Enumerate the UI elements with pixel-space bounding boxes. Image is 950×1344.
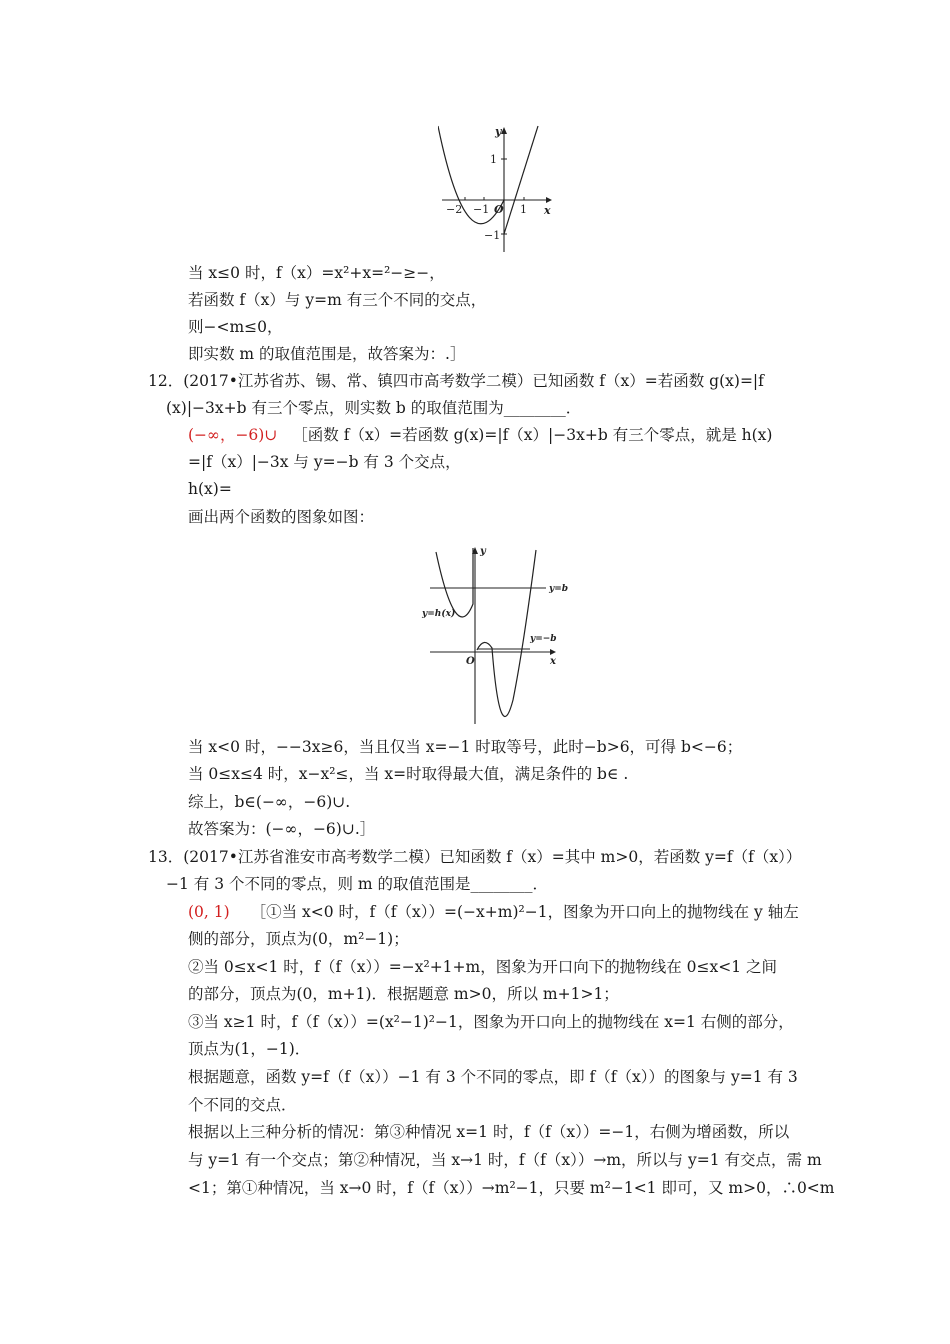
text-line: 画出两个函数的图象如图： <box>188 508 375 526</box>
text-line: 与 y=1 有一个交点；第②种情况，当 x→1 时，f（f（x））→m，所以与 y=1 有交点，需 m <box>188 1151 822 1169</box>
text-line: 根据以上三种分析的情况：第③种情况 x=1 时，f（f（x））=−1，右侧为增函数，所以 <box>188 1123 790 1141</box>
problem-13-answer-line <box>188 901 799 923</box>
answer-badge: (0, 1) <box>188 903 230 921</box>
y-axis-arrow <box>501 127 507 134</box>
curve-h-left <box>436 548 473 617</box>
tick-label-y-neg1: −1 <box>484 229 501 242</box>
origin-label: O <box>494 203 504 216</box>
problem-13-question: 13．(2017•江苏省淮安市高考数学二模）已知函数 f（x）=其中 m>0，若函数 y=f（f（x）） <box>148 848 802 866</box>
text-line: 当 0≤x≤4 时，x−x²≤，当 x=时取得最大值，满足条件的 b∈ . <box>188 765 629 783</box>
tick-label-x-neg1: −1 <box>473 203 490 216</box>
text-line: 个不同的交点． <box>188 1096 297 1114</box>
curve-label: y=h(x) <box>422 609 456 619</box>
text-line: 根据题意，函数 y=f（f（x））−1 有 3 个不同的零点，即 f（f（x））的图象与 y=1 有 3 <box>188 1068 798 1086</box>
line-b-label: y=b <box>549 584 568 594</box>
text-line: 即实数 m 的取值范围是，故答案为：.］ <box>188 345 466 363</box>
text-line: 的部分，顶点为(0，m+1)．根据题意 m>0，所以 m+1>1； <box>188 985 619 1003</box>
answer-badge: (−∞，−6)∪ <box>188 426 278 444</box>
text-line: ②当 0≤x<1 时，f（f（x））=−x²+1+m，图象为开口向下的抛物线在 0≤x<1 之间 <box>188 958 778 976</box>
text-line: 顶点为(1，−1)． <box>188 1040 311 1058</box>
figure-1-graph <box>438 122 558 254</box>
x-axis-label: x <box>544 204 551 217</box>
solution-text: ［函数 f（x）=若函数 g(x)=|f（x）|−3x+b 有三个零点，就是 h(x) <box>292 426 773 444</box>
text-line: 当 x≤0 时，f（x）=x²+x=²−≥−， <box>188 264 445 282</box>
text-line: 故答案为：(−∞，−6)∪.］ <box>188 820 376 838</box>
curve-right <box>504 126 538 234</box>
tick-label-y-1: 1 <box>490 153 497 166</box>
text-line: ③当 x≥1 时，f（f（x））=(x²−1)²−1，图象为开口向上的抛物线在 x=1 右侧的部分， <box>188 1013 794 1031</box>
solution-text: ［①当 x<0 时，f（f（x））=(−x+m)²−1，图象为开口向上的抛物线在 y 轴左 <box>250 903 799 921</box>
text-line: 当 x<0 时，−−3x≥6，当且仅当 x=−1 时取等号，此时−b>6，可得 b<−6； <box>188 738 743 756</box>
problem-12-answer-line <box>188 424 772 446</box>
problem-12-question-cont: (x)|−3x+b 有三个零点，则实数 b 的取值范围为________． <box>166 399 582 417</box>
x-axis-label: x <box>550 656 556 667</box>
tick-label-x-1: 1 <box>520 203 527 216</box>
figure-2-graph <box>418 540 568 726</box>
tick-label-x-neg2: −2 <box>446 203 463 216</box>
x-axis-arrow <box>546 197 552 203</box>
y-axis-label: y <box>495 125 502 138</box>
x-axis-arrow <box>550 649 556 655</box>
curve-h-right <box>477 550 536 716</box>
text-line: <1；第①种情况，当 x→0 时，f（f（x））→m²−1，只要 m²−1<1 即可，又 m>0，∴0<m <box>188 1179 835 1197</box>
problem-12-question: 12．(2017•江苏省苏、锡、常、镇四市高考数学二模）已知函数 f（x）=若函数 g(x)=|f <box>148 372 764 390</box>
text-line: h(x)= <box>188 480 232 498</box>
y-axis-label: y <box>480 546 486 557</box>
origin-label: O <box>466 656 475 667</box>
text-line: 侧的部分，顶点为(0，m²−1)； <box>188 930 409 948</box>
line-neg-b-label: y=−b <box>530 634 557 644</box>
text-line: =|f（x）|−3x 与 y=−b 有 3 个交点， <box>188 453 461 471</box>
text-line: 综上，b∈(−∞，−6)∪. <box>188 793 351 811</box>
problem-13-question-cont: −1 有 3 个不同的零点，则 m 的取值范围是________． <box>166 875 549 893</box>
text-line: 则−<m≤0， <box>188 318 283 336</box>
text-line: 若函数 f（x）与 y=m 有三个不同的交点， <box>188 291 487 309</box>
